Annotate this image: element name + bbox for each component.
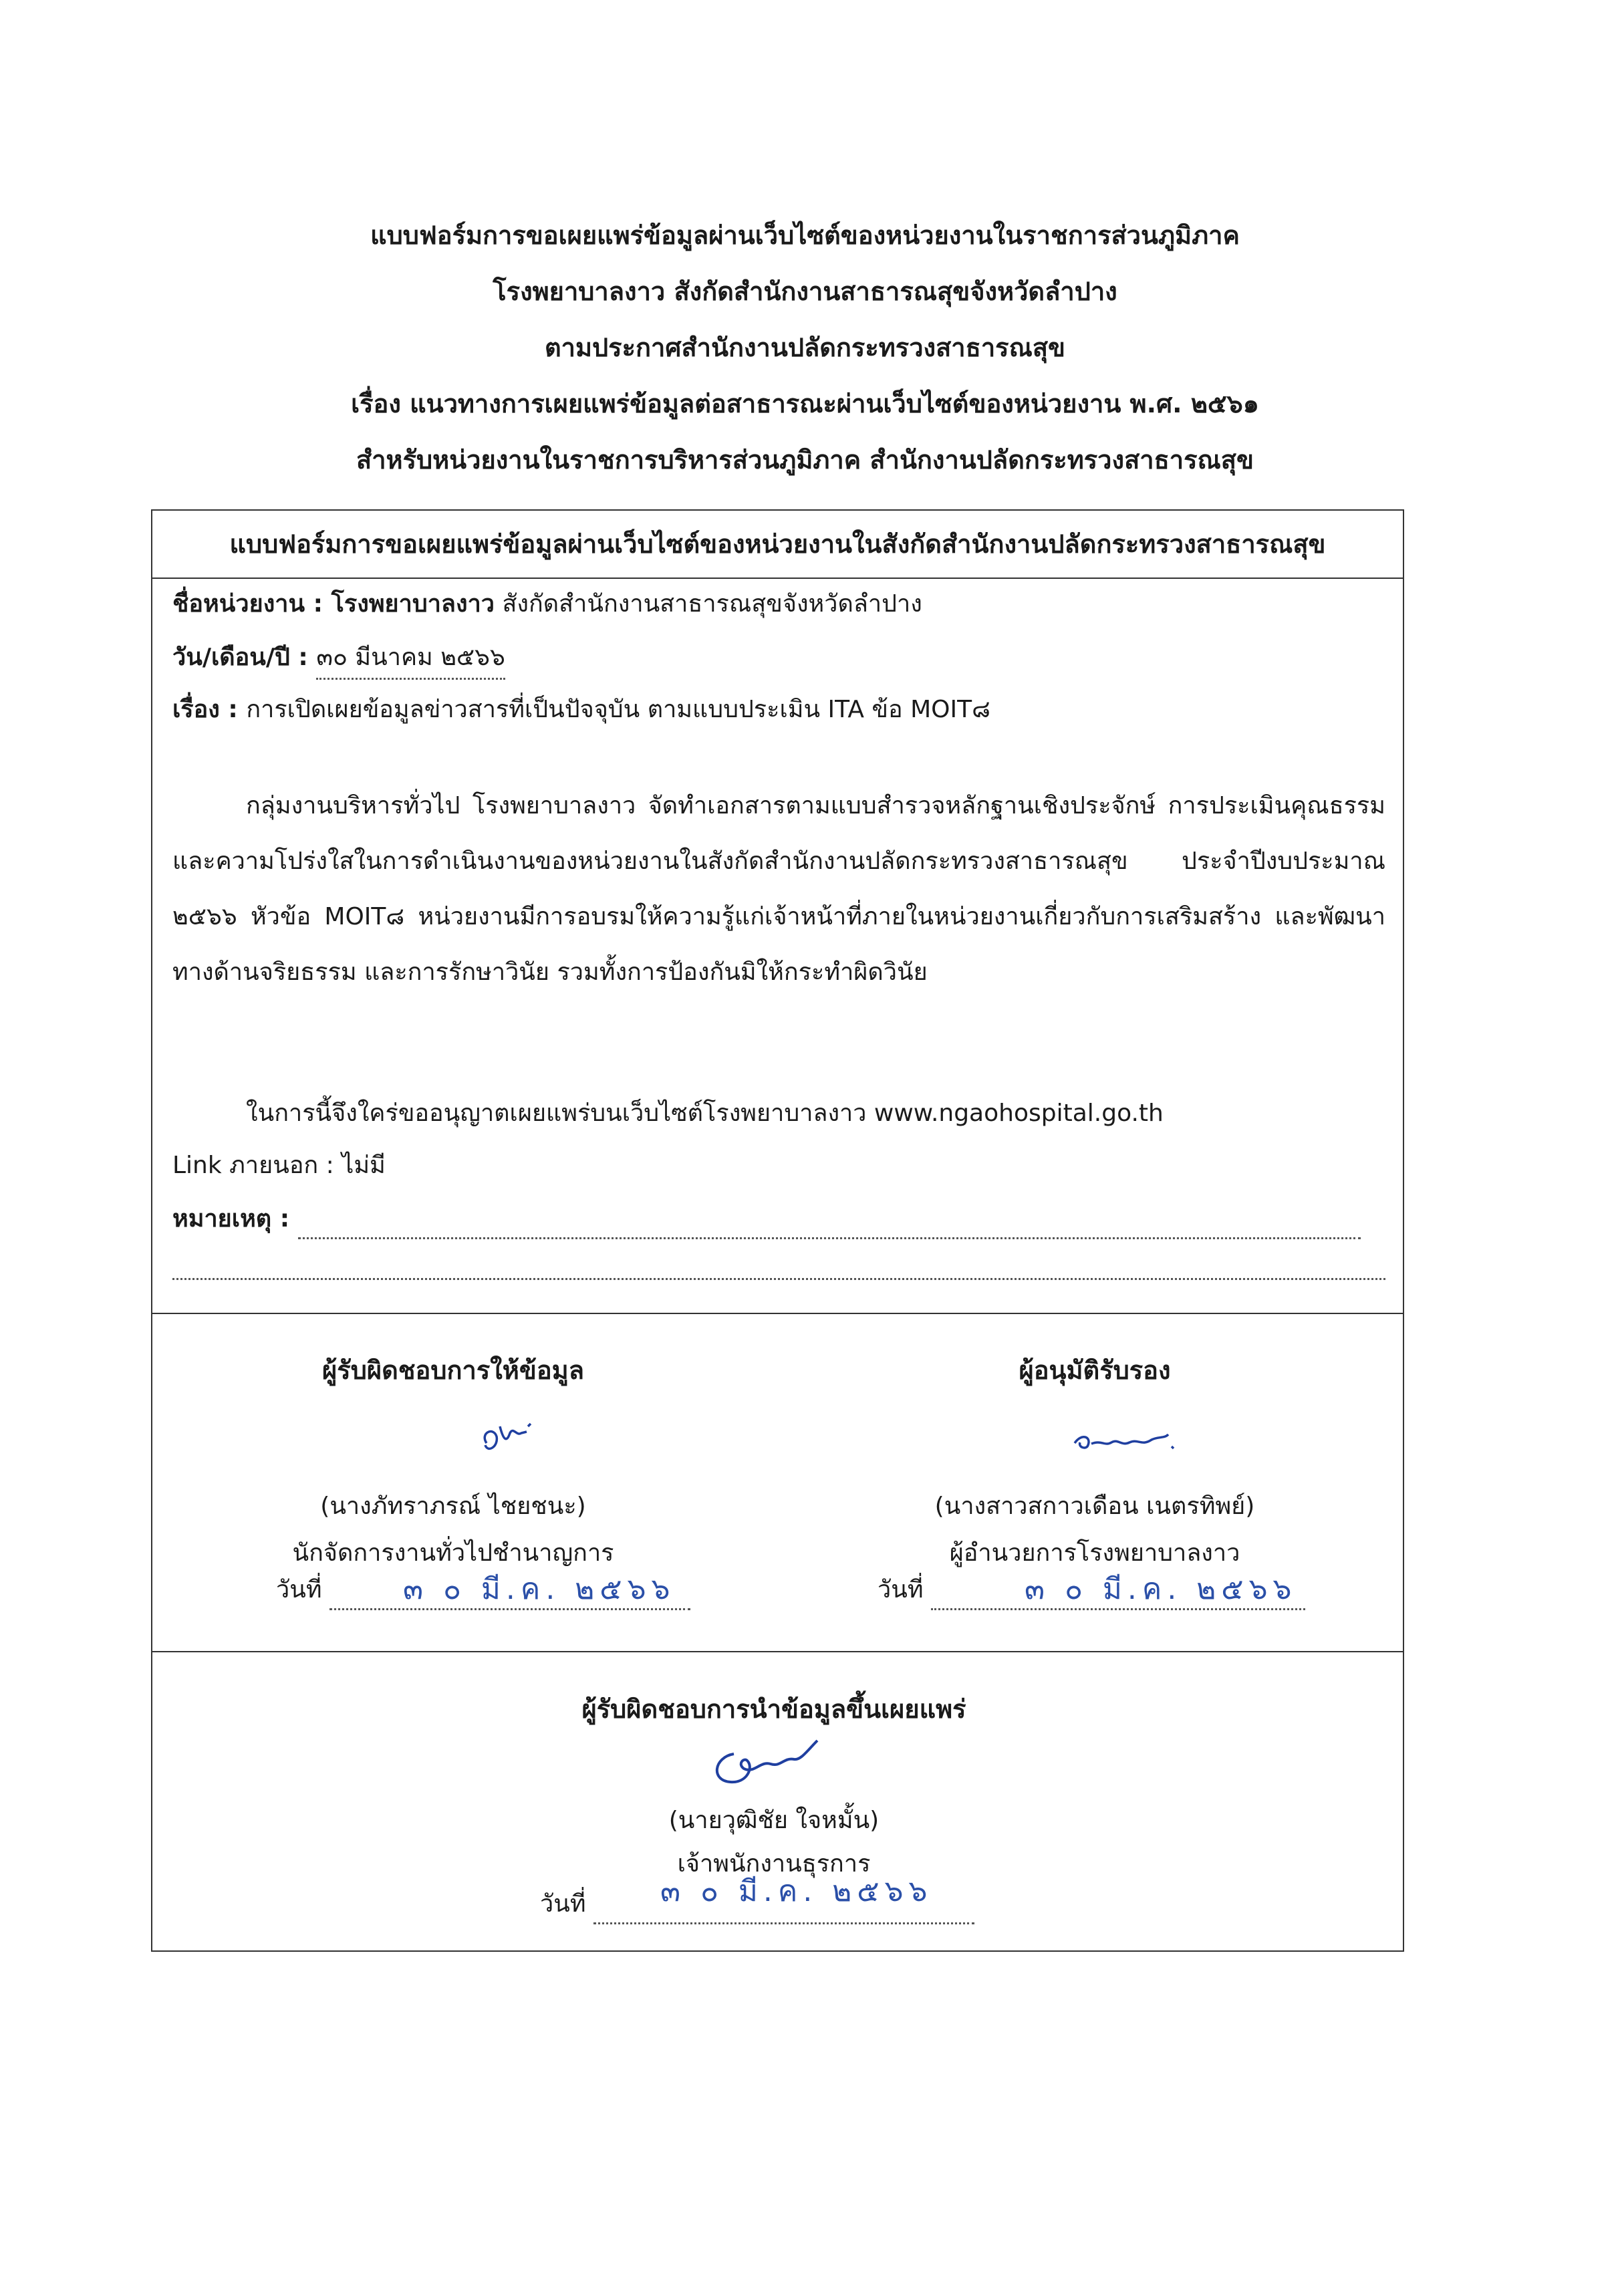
approver-heading: ผู้อนุมัติรับรอง [1019, 1356, 1171, 1385]
heading-line-5: สำหรับหน่วยงานในราชการบริหารส่วนภูมิภาค สำนักงานปลัดกระทรวงสาธารณสุข [356, 445, 1254, 475]
approver-signature [1068, 1420, 1182, 1460]
body-paragraph-block [172, 778, 1385, 1000]
heading-line-1: แบบฟอร์มการขอเผยแพร่ข้อมูลผ่านเว็บไซต์ของหน่วยงานในราชการส่วนภูมิภาค [370, 221, 1240, 250]
subject-label: เรื่อง : [172, 696, 247, 723]
form-title: แบบฟอร์มการขอเผยแพร่ข้อมูลผ่านเว็บไซต์ของหน่วยงานในสังกัดสำนักงานปลัดกระทรวงสาธารณสุข [229, 529, 1326, 559]
publisher-heading: ผู้รับผิดชอบการนำข้อมูลขึ้นเผยแพร่ [581, 1694, 966, 1724]
informant-name: (นางภัทราภรณ์ ไชยชนะ) [320, 1493, 586, 1520]
approver-position: ผู้อำนวยการโรงพยาบาลงาว [949, 1539, 1240, 1567]
document-heading [0, 207, 1610, 488]
request-form-box [151, 509, 1404, 1952]
note-label: หมายเหตุ : [172, 1205, 298, 1233]
approver-name: (นางสาวสกาวเดือน เนตรทิพย์) [934, 1493, 1255, 1520]
heading-line-2: โรงพยาบาลงาว สังกัดสำนักงานสาธารณสุขจังหวัดลำปาง [493, 277, 1117, 306]
subject-field [172, 690, 990, 730]
unit-name: โรงพยาบาลงาว [331, 590, 495, 618]
date-label: วัน/เดือน/ปี : [172, 644, 317, 671]
publisher-date-label: วันที่ [540, 1890, 593, 1918]
link-value: ไม่มี [342, 1152, 386, 1179]
signature-divider [152, 1313, 1403, 1314]
title-divider [152, 578, 1403, 579]
publisher-position: เจ้าพนักงานธุรการ [677, 1850, 871, 1878]
informant-signature [473, 1406, 547, 1460]
request-line: ในการนี้จึงใคร่ขออนุญาตเผยแพร่บนเว็บไซต์โรงพยาบาลงาว www.ngaohospital.go.th [246, 1100, 1164, 1127]
unit-parent: สังกัดสำนักงานสาธารณสุขจังหวัดลำปาง [495, 590, 922, 618]
informant-date-stamp: ๓ ๐ มี.ค. ๒๕๖๖ [403, 1572, 676, 1606]
publisher-date-stamp: ๓ ๐ มี.ค. ๒๕๖๖ [660, 1874, 933, 1908]
note-field [172, 1199, 1385, 1239]
link-label: Link ภายนอก : [172, 1152, 342, 1179]
informant-heading: ผู้รับผิดชอบการให้ข้อมูล [322, 1356, 584, 1385]
subject-value: การเปิดเผยข้อมูลข่าวสารที่เป็นปัจจุบัน ตามแบบประเมิน ITA ข้อ MOIT๘ [246, 696, 990, 723]
heading-line-4: เรื่อง แนวทางการเผยแพร่ข้อมูลต่อสาธารณะผ่านเว็บไซต์ของหน่วยงาน พ.ศ. ๒๕๖๑ [351, 389, 1259, 418]
publisher-signature [707, 1734, 841, 1794]
informant-date-label: วันที่ [276, 1576, 329, 1604]
publisher-divider [152, 1651, 1403, 1652]
informant-position: นักจัดการงานทั่วไปชำนาญการ [292, 1539, 614, 1567]
note-dotted-line [298, 1210, 1361, 1239]
heading-line-3: ตามประกาศสำนักงานปลัดกระทรวงสาธารณสุข [544, 333, 1066, 362]
approver-date-stamp: ๓ ๐ มี.ค. ๒๕๖๖ [1025, 1572, 1297, 1606]
body-paragraph: กลุ่มงานบริหารทั่วไป โรงพยาบาลงาว จัดทำเอกสารตามแบบสำรวจหลักฐานเชิงประจักษ์ การประเมินคุณธรรมและความโปร่งใสในการดำเนินงานของหน่วยงานในสังกัดสำนักงานปลัดกระทรวงสาธารณสุข ประจำปีงบประมาณ ๒๕๖๖ หัวข้อ MOIT๘ หน่วยงานมีการอบรมให้ความรู้แก่เจ้าหน้าที่ภายในหน่วยงานเกี่ยวกับการเสริมสร้าง และพัฒนาทางด้านจริยธรรม และการรักษาวินัย รวมทั้งการป้องกันมิให้กระทำผิดวินัย [172, 792, 1385, 986]
external-link-field [172, 1146, 386, 1186]
unit-label: ชื่อหน่วยงาน : [172, 590, 331, 618]
approver-date-label: วันที่ [878, 1576, 931, 1604]
date-field [172, 638, 505, 678]
unit-field [172, 584, 922, 624]
note-dotted-line-2 [172, 1278, 1385, 1280]
date-value: ๓๐ มีนาคม ๒๕๖๖ [316, 638, 505, 680]
publisher-name: (นายวุฒิชัย ใจหมั้น) [668, 1807, 880, 1834]
